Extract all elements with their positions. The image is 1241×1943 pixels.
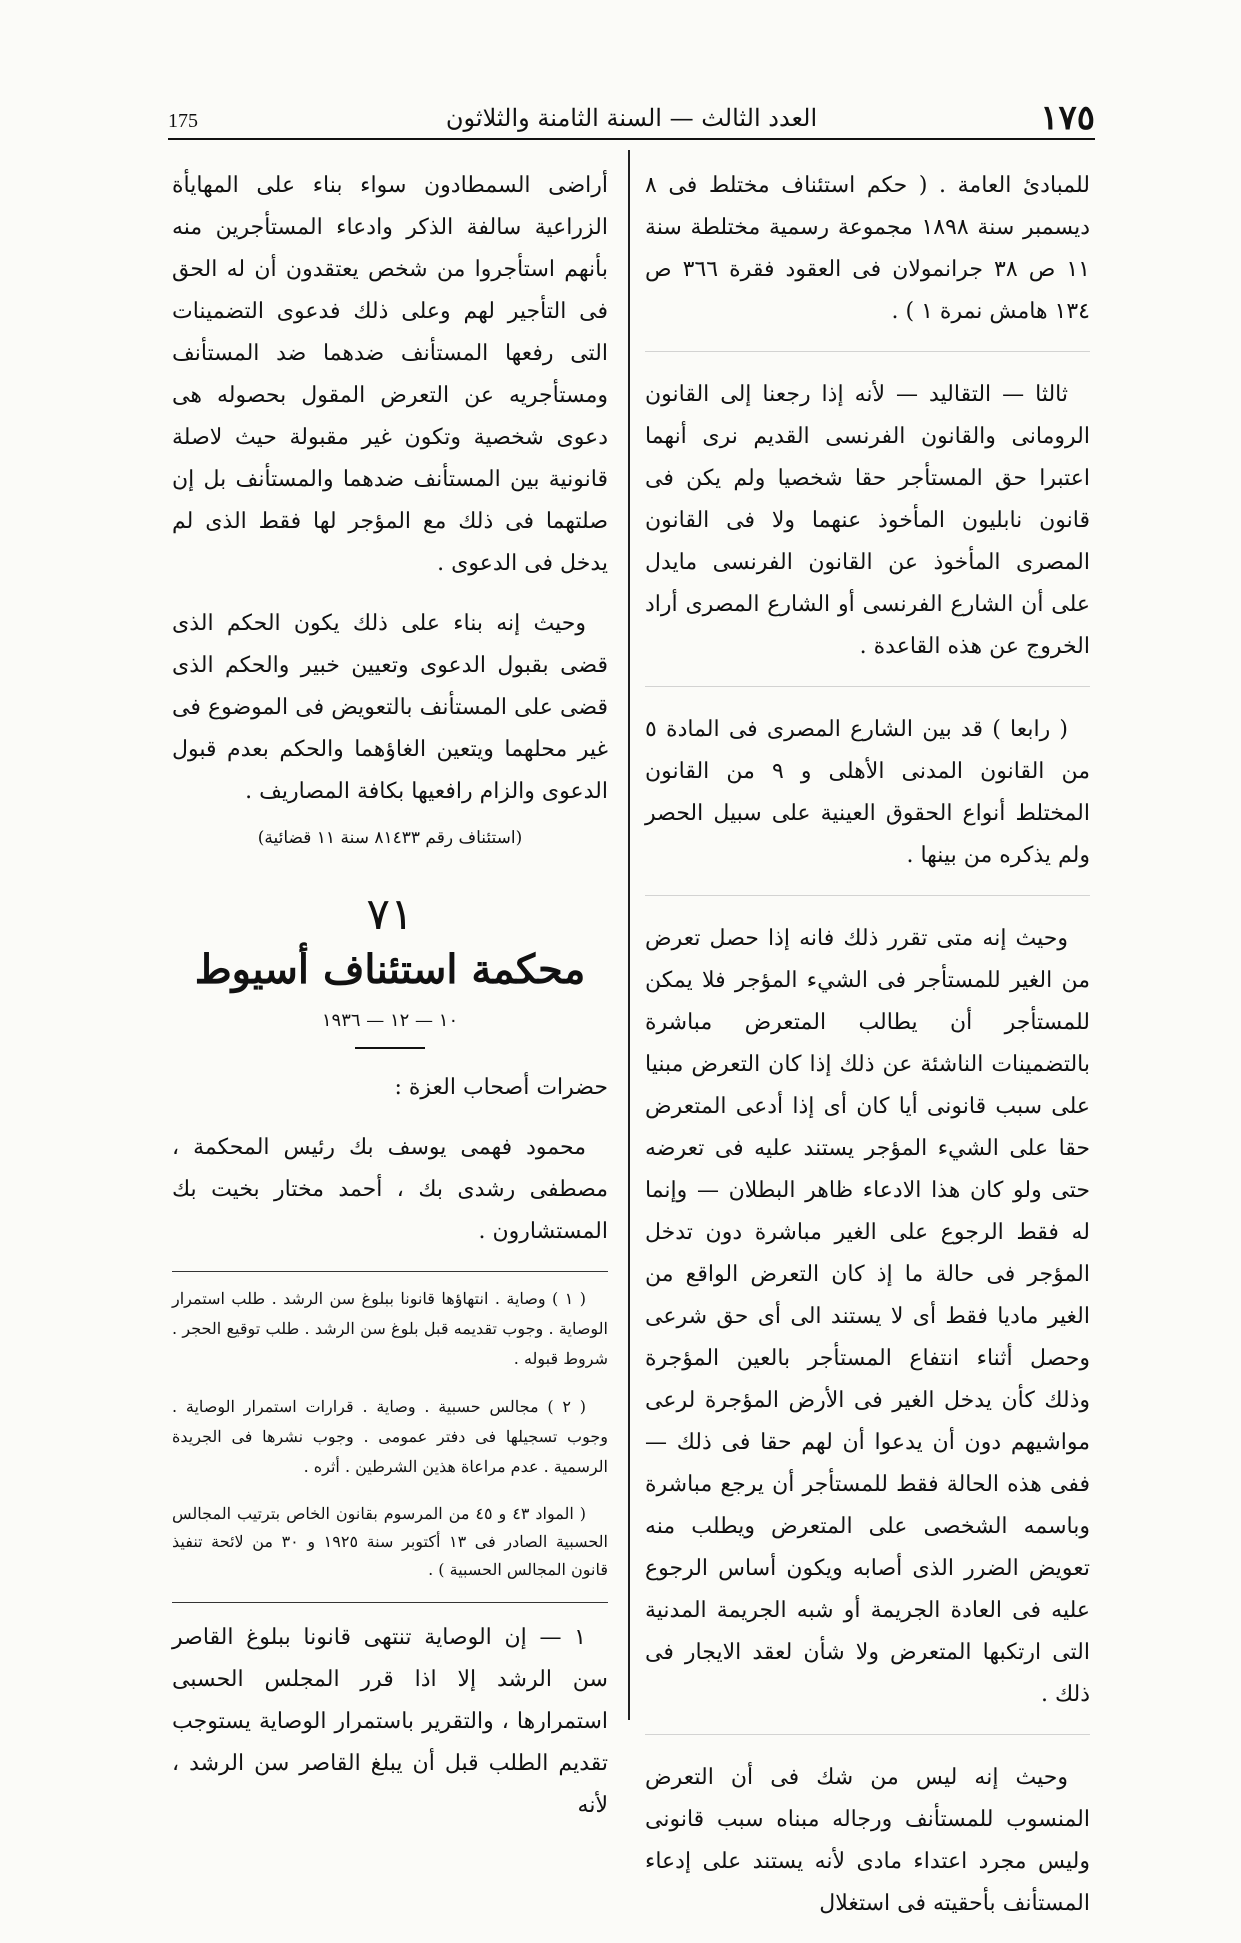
paragraph: ١ — إن الوصاية تنتهى قانونا ببلوغ القاصر سن الرشد إلا اذا قرر المجلس الحسبى استمرارها ، والتقرير باستمرار الوصاية يستوجب تقديم الطلب قبل أن يبلغ القاصر سن الرشد ، لأنه bbox=[172, 1625, 608, 1818]
paragraph: وحيث إنه بناء على ذلك يكون الحكم الذى قضى بقبول الدعوى وتعيين خبير والحكم الذى قضى على المستأنف بالتعويض فى الموضوع فى غير محلهما ويتعين الغاؤهما والحكم بعدم قبول الدعوى والزام رافعيها بكافة المصاريف . bbox=[172, 611, 608, 804]
paragraph: أراضى السمطادون سواء بناء على المهايأة الزراعية سالفة الذكر وادعاء المستأجرين منه بأنهم استأجروا من شخص يعتقدون أن له الحق فى التأجير لهم وعلى ذلك فدعوى التضمينات التى رفعها المستأنف ضدهما ضد المستأنف ومستأجريه عن التعرض المقول بحصوله هى دعوى شخصية وتكون غير مقبولة حيث لاصلة قانونية بين المستأنف ضدهما والمستأنف بل إن صلتهما فى ذلك مع المؤجر لها فقط الذى لم يدخل فى الدعوى . bbox=[172, 173, 608, 576]
case-date: ١٠ — ١٢ — ١٩٣٦ bbox=[321, 1010, 459, 1031]
separator bbox=[645, 895, 1090, 896]
paragraph: ثالثا — التقاليد — لأنه إذا رجعنا إلى القانون الرومانى والقانون الفرنسى القديم نرى أنهما اعتبرا حق المستأجر حقا شخصيا ولم يكن فى قانون نابليون المأخوذ عنهما ولا فى القانون المصرى المأخوذ عن القانون الفرنسى مايدل على أن الشارع الفرنسى أو الشارع المصرى أراد الخروج عن هذه القاعدة . bbox=[645, 382, 1090, 659]
court-name: محكمة استئناف أسيوط bbox=[194, 946, 586, 993]
judges-intro: حضرات أصحاب العزة : bbox=[394, 1075, 608, 1100]
page-number-latin: 175 bbox=[168, 110, 198, 132]
paragraph: وحيث إنه متى تقرر ذلك فانه إذا حصل تعرض من الغير للمستأجر فى الشيء المؤجر فلا يمكن للمستأجر أن يطالب المتعرض مباشرة بالتضمينات الناشئة عن ذلك إذا كان التعرض مبنيا على سبب قانونى أيا كان أى إذا أدعى المتعرض حقا على الشيء المؤجر يستند عليه فى تعرضه حتى ولو كان هذا الادعاء ظاهر البطلان — وإنما له فقط الرجوع على الغير مباشرة دون تدخل المؤجر فى حالة ما إذ كان التعرض الواقع من الغير ماديا فقط أى لا يستند الى أى حق شرعى وحصل أثناء انتفاع المستأجر بالعين المؤجرة وذلك كأن يدخل الغير فى الأرض المؤجرة لرعى مواشيهم دون أن يدعوا أن لهم حقا فى ذلك — ففى هذه الحالة فقط للمستأجر أن يرجع مباشرة وباسمه الشخصى على المتعرض ويطلب منه تعويض الضرر الذى أصابه ويكون أساس الرجوع عليه فى العادة الجريمة أو شبه الجريمة المدنية التى ارتكبها المتعرض ولا شأن لعقد الايجار فى ذلك . bbox=[645, 926, 1090, 1707]
paragraph: للمبادئ العامة . ( حكم استئناف مختلط فى ٨ ديسمبر سنة ١٨٩٨ مجموعة رسمية مختلطة سنة ١١ ص ٣٨ جرانمولان فى العقود فقرة ٣٦٦ ص ١٣٤ هامش نمرة ١ ) . bbox=[645, 173, 1090, 324]
paragraph: ( رابعا ) قد بين الشارع المصرى فى المادة ٥ من القانون المدنى الأهلى و ٩ من القانون المختلط أنواع الحقوق العينية على سبيل الحصر ولم يذكره من بينها . bbox=[645, 717, 1091, 868]
headnote: ( ١ ) وصاية . انتهاؤها قانونا ببلوغ سن الرشد . طلب استمرار الوصاية . وجوب تقديمه قبل بلوغ سن الرشد . طلب توقيع الحجر . شروط قبوله . bbox=[172, 1289, 608, 1368]
header-rule bbox=[168, 138, 1095, 140]
left-column bbox=[172, 165, 608, 1845]
headnote: ( ٢ ) مجالس حسبية . وصاية . قرارات استمرار الوصاية . وجوب تسجيلها فى دفتر عمومى . وجوب نشرها فى الجريدة الرسمية . عدم مراعاة هذين الشرطين . أثره . bbox=[172, 1397, 608, 1476]
case-citation: (استئناف رقم ٨١٤٣٣ سنة ١١ قضائية) bbox=[257, 828, 523, 848]
separator bbox=[645, 351, 1090, 352]
separator bbox=[645, 686, 1090, 687]
column-divider bbox=[628, 150, 630, 1720]
issue-title: العدد الثالث — السنة الثامنة والثلاثون bbox=[445, 104, 818, 132]
law-reference: ( المواد ٤٣ و ٤٥ من المرسوم بقانون الخاص بترتيب المجالس الحسبية الصادر فى ١٣ أكتوبر سنة ١٩٢٥ و ٣٠ من لائحة تنفيذ قانون المجالس الحسبية ) . bbox=[172, 1504, 608, 1579]
case-number: ٧١ bbox=[366, 889, 414, 940]
separator bbox=[645, 1734, 1090, 1735]
notes-bottom-rule bbox=[172, 1602, 608, 1603]
right-column bbox=[645, 165, 1090, 1943]
title-rule bbox=[355, 1047, 425, 1049]
paragraph: وحيث إنه ليس من شك فى أن التعرض المنسوب للمستأنف ورجاله مبناه سبب قانونى وليس مجرد اعتداء مادى لأنه يستند على إدعاء المستأنف بأحقيته فى استغلال bbox=[645, 1765, 1090, 1916]
notes-rule bbox=[172, 1271, 608, 1272]
judges-list: محمود فهمى يوسف بك رئيس المحكمة ، مصطفى رشدى بك ، أحمد مختار بخيت بك المستشارون . bbox=[172, 1135, 608, 1244]
page-number-arabic: ١٧٥ bbox=[1040, 98, 1095, 138]
